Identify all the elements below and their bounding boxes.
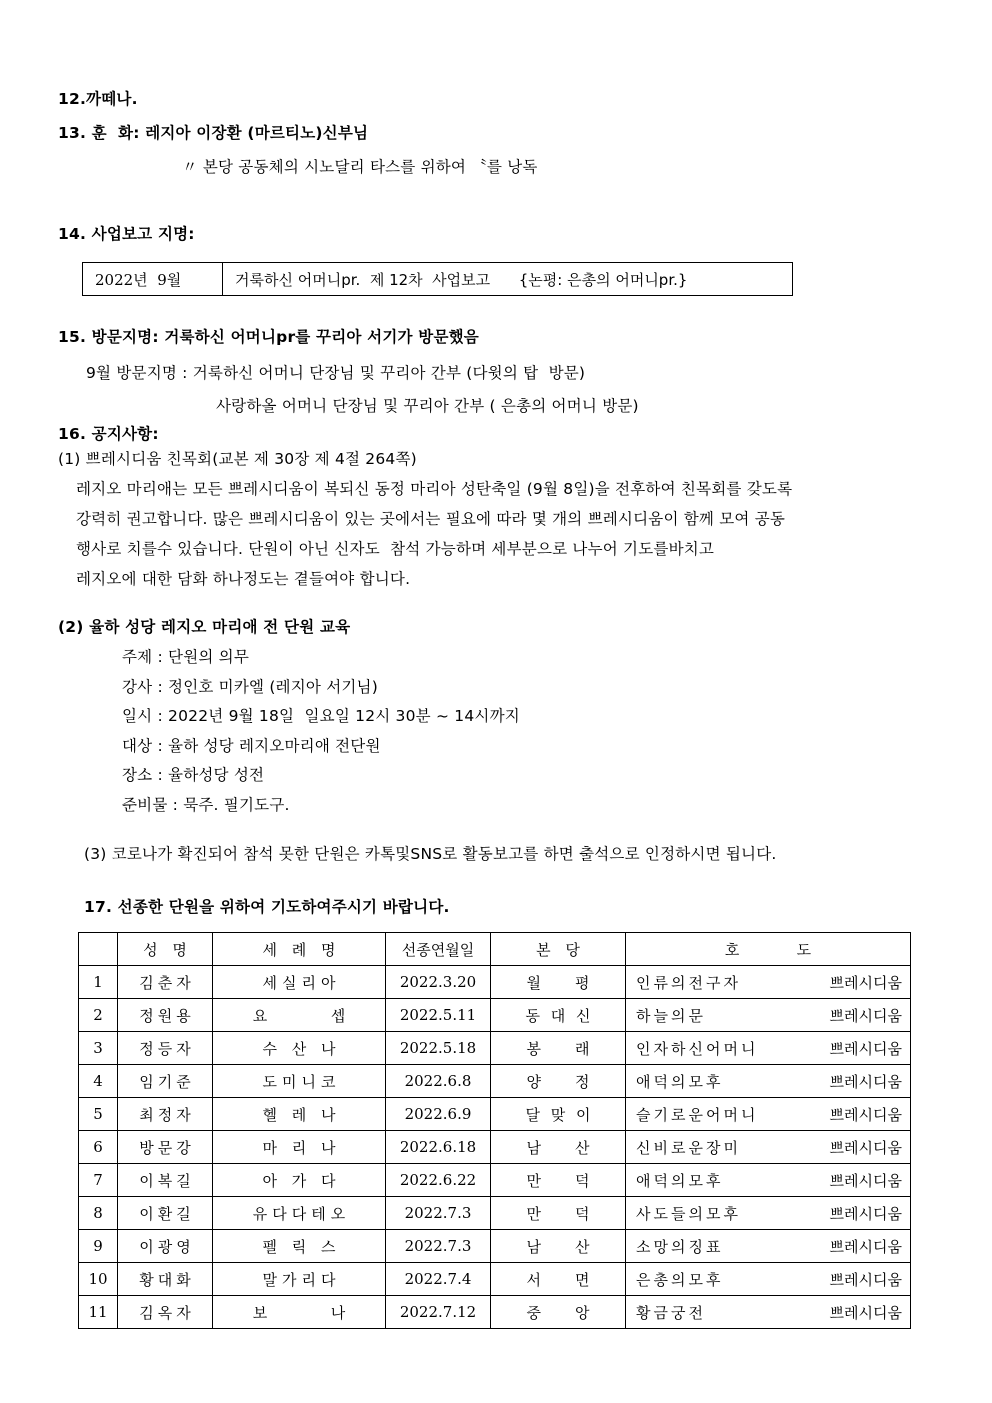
praesidium-title-text: 애덕의모후 bbox=[636, 1171, 724, 1190]
cell-index: 11 bbox=[79, 1296, 118, 1329]
cell-death-date: 2022.5.11 bbox=[386, 999, 491, 1032]
item-16-2-field-audience: 대상 : 율하 성당 레지오마리애 전단원 bbox=[122, 737, 381, 755]
table-row bbox=[79, 1197, 911, 1230]
cell-index: 7 bbox=[79, 1164, 118, 1197]
praesidium-label: 쁘레시디움 bbox=[829, 1204, 902, 1223]
deceased-members-table bbox=[78, 932, 911, 1329]
cell-index: 5 bbox=[79, 1098, 118, 1131]
table-body bbox=[79, 966, 911, 1329]
cell-parish: 서 면 bbox=[491, 1263, 626, 1296]
praesidium-title-text: 애덕의모후 bbox=[636, 1072, 724, 1091]
cell-name: 이환길 bbox=[118, 1197, 213, 1230]
table-row bbox=[79, 1164, 911, 1197]
cell-index: 9 bbox=[79, 1230, 118, 1263]
item-16-2-field-lecturer: 강사 : 정인호 미카엘 (레지아 서기님) bbox=[122, 678, 378, 696]
cell-parish: 월 평 bbox=[491, 966, 626, 999]
cell-baptismal-name: 펠 릭 스 bbox=[213, 1230, 386, 1263]
item-17-heading: 17. 선종한 단원을 위하여 기도하여주시기 바랍니다. bbox=[84, 898, 450, 916]
table-header-row bbox=[79, 933, 911, 966]
header-index bbox=[79, 933, 118, 966]
praesidium-title-text: 인자하신어머니 bbox=[636, 1039, 759, 1058]
cell-baptismal-name: 유다다테오 bbox=[213, 1197, 386, 1230]
cell-index: 2 bbox=[79, 999, 118, 1032]
cell-index: 4 bbox=[79, 1065, 118, 1098]
praesidium-label: 쁘레시디움 bbox=[829, 1303, 902, 1322]
cell-name: 황대화 bbox=[118, 1263, 213, 1296]
cell-praesidium bbox=[626, 1164, 911, 1197]
cell-index: 1 bbox=[79, 966, 118, 999]
praesidium-label: 쁘레시디움 bbox=[829, 1006, 902, 1025]
item-15-line-2: 9월 방문지명 : 거룩하신 어머니 단장님 및 꾸리아 간부 (다윗의 탑 방문) bbox=[86, 364, 586, 382]
item-16-2-title: (2) 율하 성당 레지오 마리애 전 단원 교육 bbox=[58, 618, 351, 636]
cell-parish: 양 정 bbox=[491, 1065, 626, 1098]
praesidium-label: 쁘레시디움 bbox=[829, 1270, 902, 1289]
header-death-date: 선종연월일 bbox=[386, 933, 491, 966]
praesidium-title-text: 슬기로운어머니 bbox=[636, 1105, 759, 1124]
table-row bbox=[79, 966, 911, 999]
header-praesidium-title: 호 도 bbox=[626, 933, 911, 966]
item-16-1-body-line-1: 레지오 마리애는 모든 쁘레시디움이 복되신 동정 마리아 성탄축일 (9월 8일)을 전후하여 친목회를 갖도록 bbox=[76, 480, 793, 498]
item-16-2-field-materials: 준비물 : 묵주. 필기도구. bbox=[122, 796, 290, 814]
cell-death-date: 2022.7.12 bbox=[386, 1296, 491, 1329]
item-12-line: 12.까떼나. bbox=[58, 90, 138, 108]
cell-death-date: 2022.5.18 bbox=[386, 1032, 491, 1065]
praesidium-label: 쁘레시디움 bbox=[829, 1039, 902, 1058]
praesidium-title-text: 소망의징표 bbox=[636, 1237, 724, 1256]
cell-parish: 달 맞 이 bbox=[491, 1098, 626, 1131]
report-body-cell: 거룩하신 어머니pr. 제 12차 사업보고 {논평: 은총의 어머니pr.} bbox=[235, 270, 688, 289]
cell-praesidium bbox=[626, 1230, 911, 1263]
cell-baptismal-name: 도미니코 bbox=[213, 1065, 386, 1098]
cell-name: 이복길 bbox=[118, 1164, 213, 1197]
table-row bbox=[79, 1098, 911, 1131]
praesidium-title-text: 황금궁전 bbox=[636, 1303, 706, 1322]
cell-praesidium bbox=[626, 1032, 911, 1065]
cell-death-date: 2022.7.4 bbox=[386, 1263, 491, 1296]
cell-baptismal-name: 수 산 나 bbox=[213, 1032, 386, 1065]
cell-praesidium bbox=[626, 1197, 911, 1230]
praesidium-label: 쁘레시디움 bbox=[829, 973, 902, 992]
header-parish: 본 당 bbox=[491, 933, 626, 966]
table-row bbox=[79, 1032, 911, 1065]
cell-baptismal-name: 마 리 나 bbox=[213, 1131, 386, 1164]
cell-death-date: 2022.6.8 bbox=[386, 1065, 491, 1098]
table-row bbox=[79, 999, 911, 1032]
item-16-heading: 16. 공지사항: bbox=[58, 425, 159, 443]
table-row bbox=[79, 1230, 911, 1263]
cell-praesidium bbox=[626, 1263, 911, 1296]
cell-index: 3 bbox=[79, 1032, 118, 1065]
cell-parish: 남 산 bbox=[491, 1230, 626, 1263]
table-row bbox=[79, 1296, 911, 1329]
cell-baptismal-name: 요 셉 bbox=[213, 999, 386, 1032]
cell-death-date: 2022.3.20 bbox=[386, 966, 491, 999]
cell-parish: 만 덕 bbox=[491, 1197, 626, 1230]
table-row bbox=[79, 1131, 911, 1164]
table-row bbox=[79, 1263, 911, 1296]
cell-name: 정등자 bbox=[118, 1032, 213, 1065]
cell-parish: 중 앙 bbox=[491, 1296, 626, 1329]
report-designation-box bbox=[82, 262, 793, 296]
item-16-1-body-line-3: 행사로 치를수 있습니다. 단원이 아닌 신자도 참석 가능하며 세부분으로 나누어 기도를바치고 bbox=[76, 540, 715, 558]
item-15-line-1: 15. 방문지명: 거룩하신 어머니pr를 꾸리아 서기가 방문했음 bbox=[58, 328, 479, 346]
cell-praesidium bbox=[626, 966, 911, 999]
praesidium-label: 쁘레시디움 bbox=[829, 1171, 902, 1190]
cell-death-date: 2022.6.9 bbox=[386, 1098, 491, 1131]
report-period-cell: 2022년 9월 bbox=[83, 263, 223, 295]
cell-index: 8 bbox=[79, 1197, 118, 1230]
item-14-heading: 14. 사업보고 지명: bbox=[58, 225, 195, 243]
cell-name: 방문강 bbox=[118, 1131, 213, 1164]
item-13-quote: 〃 본당 공동체의 시노달리 타스를 위하여 〝를 낭독 bbox=[182, 158, 538, 176]
cell-death-date: 2022.6.22 bbox=[386, 1164, 491, 1197]
item-16-1-title: (1) 쁘레시디움 친목회(교본 제 30장 제 4절 264쪽) bbox=[58, 450, 417, 468]
cell-praesidium bbox=[626, 1131, 911, 1164]
cell-baptismal-name: 말가리다 bbox=[213, 1263, 386, 1296]
cell-name: 이광영 bbox=[118, 1230, 213, 1263]
item-13-line: 13. 훈 화: 레지아 이장환 (마르티노)신부님 bbox=[58, 124, 369, 142]
item-16-1-body-line-4: 레지오에 대한 담화 하나정도는 곁들여야 합니다. bbox=[76, 570, 411, 588]
item-16-2-field-subject: 주제 : 단원의 의무 bbox=[122, 648, 250, 666]
praesidium-title-text: 하늘의문 bbox=[636, 1006, 706, 1025]
cell-name: 임기준 bbox=[118, 1065, 213, 1098]
praesidium-label: 쁘레시디움 bbox=[829, 1105, 902, 1124]
cell-praesidium bbox=[626, 1065, 911, 1098]
praesidium-title-text: 사도들의모후 bbox=[636, 1204, 741, 1223]
praesidium-label: 쁘레시디움 bbox=[829, 1237, 902, 1256]
item-15-line-3: 사랑하올 어머니 단장님 및 꾸리아 간부 ( 은총의 어머니 방문) bbox=[216, 397, 639, 415]
cell-death-date: 2022.6.18 bbox=[386, 1131, 491, 1164]
cell-death-date: 2022.7.3 bbox=[386, 1230, 491, 1263]
cell-index: 6 bbox=[79, 1131, 118, 1164]
cell-name: 정원용 bbox=[118, 999, 213, 1032]
praesidium-label: 쁘레시디움 bbox=[829, 1072, 902, 1091]
cell-death-date: 2022.7.3 bbox=[386, 1197, 491, 1230]
item-16-2-field-datetime: 일시 : 2022년 9월 18일 일요일 12시 30분 ~ 14시까지 bbox=[122, 707, 520, 725]
header-baptismal-name: 세 례 명 bbox=[213, 933, 386, 966]
cell-baptismal-name: 세실리아 bbox=[213, 966, 386, 999]
cell-name: 김춘자 bbox=[118, 966, 213, 999]
item-16-3-text: (3) 코로나가 확진되어 참석 못한 단원은 카톡및SNS로 활동보고를 하면 출석으로 인정하시면 됩니다. bbox=[84, 845, 777, 863]
header-name: 성 명 bbox=[118, 933, 213, 966]
cell-index: 10 bbox=[79, 1263, 118, 1296]
item-16-2-field-venue: 장소 : 율하성당 성전 bbox=[122, 766, 265, 784]
cell-baptismal-name: 보 나 bbox=[213, 1296, 386, 1329]
cell-baptismal-name: 아 가 다 bbox=[213, 1164, 386, 1197]
cell-baptismal-name: 헬 레 나 bbox=[213, 1098, 386, 1131]
cell-praesidium bbox=[626, 999, 911, 1032]
praesidium-title-text: 신비로운장미 bbox=[636, 1138, 741, 1157]
praesidium-title-text: 은총의모후 bbox=[636, 1270, 724, 1289]
table-row bbox=[79, 1065, 911, 1098]
cell-parish: 남 산 bbox=[491, 1131, 626, 1164]
item-16-1-body-line-2: 강력히 권고합니다. 많은 쁘레시디움이 있는 곳에서는 필요에 따라 몇 개의 쁘레시디움이 함께 모여 공동 bbox=[76, 510, 786, 528]
cell-name: 김옥자 bbox=[118, 1296, 213, 1329]
cell-parish: 봉 래 bbox=[491, 1032, 626, 1065]
praesidium-title-text: 인류의전구자 bbox=[636, 973, 741, 992]
cell-parish: 동 대 신 bbox=[491, 999, 626, 1032]
cell-praesidium bbox=[626, 1296, 911, 1329]
praesidium-label: 쁘레시디움 bbox=[829, 1138, 902, 1157]
cell-parish: 만 덕 bbox=[491, 1164, 626, 1197]
cell-name: 최정자 bbox=[118, 1098, 213, 1131]
cell-praesidium bbox=[626, 1098, 911, 1131]
